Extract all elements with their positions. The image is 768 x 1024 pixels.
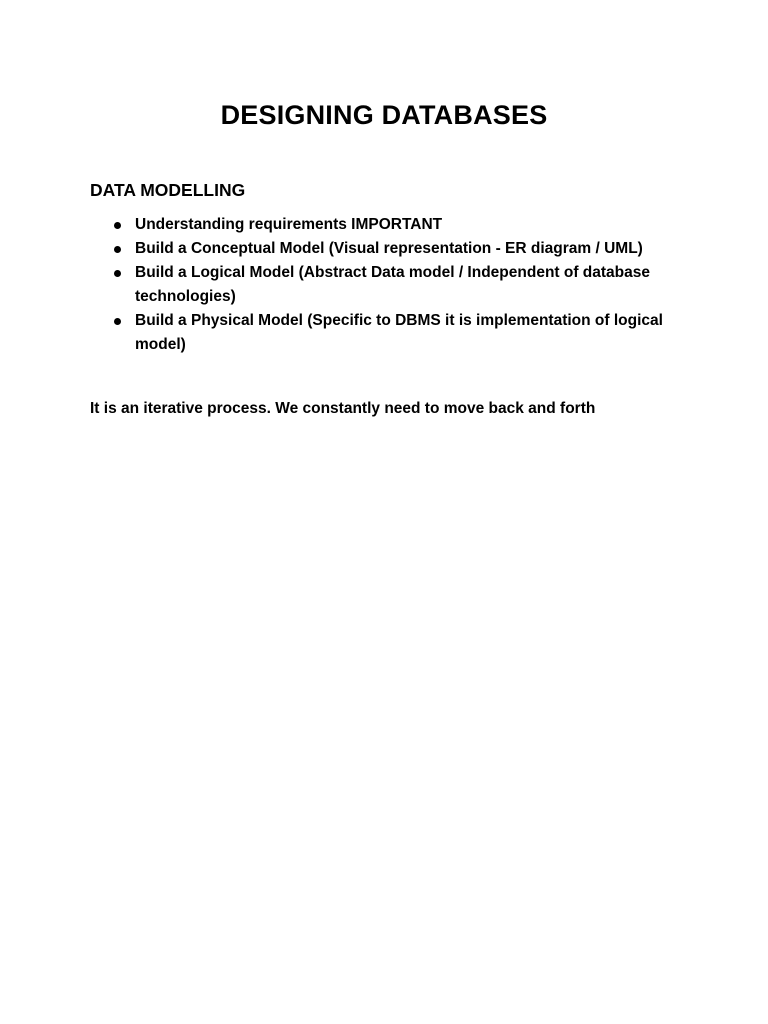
bullet-icon [114, 270, 121, 277]
body-paragraph: It is an iterative process. We constantly need to move back and forth [90, 400, 596, 417]
bullet-list [90, 213, 680, 357]
list-item-text: Build a Conceptual Model (Visual representation - ER diagram / UML) [135, 240, 643, 257]
section-heading: DATA MODELLING [90, 180, 246, 200]
list-item-text: Build a Physical Model (Specific to DBMS it is implementation of logical model) [135, 312, 663, 353]
bullet-icon [114, 246, 121, 253]
list-item-text: Build a Logical Model (Abstract Data model / Independent of database technologies) [135, 264, 651, 305]
list-item-text: Understanding requirements IMPORTANT [135, 216, 443, 233]
list-item [90, 213, 680, 237]
bullet-icon [114, 318, 121, 325]
list-item [90, 261, 680, 309]
bullet-icon [114, 222, 121, 229]
document-title: DESIGNING DATABASES [220, 100, 548, 130]
list-item [90, 309, 680, 357]
list-item [90, 237, 680, 261]
